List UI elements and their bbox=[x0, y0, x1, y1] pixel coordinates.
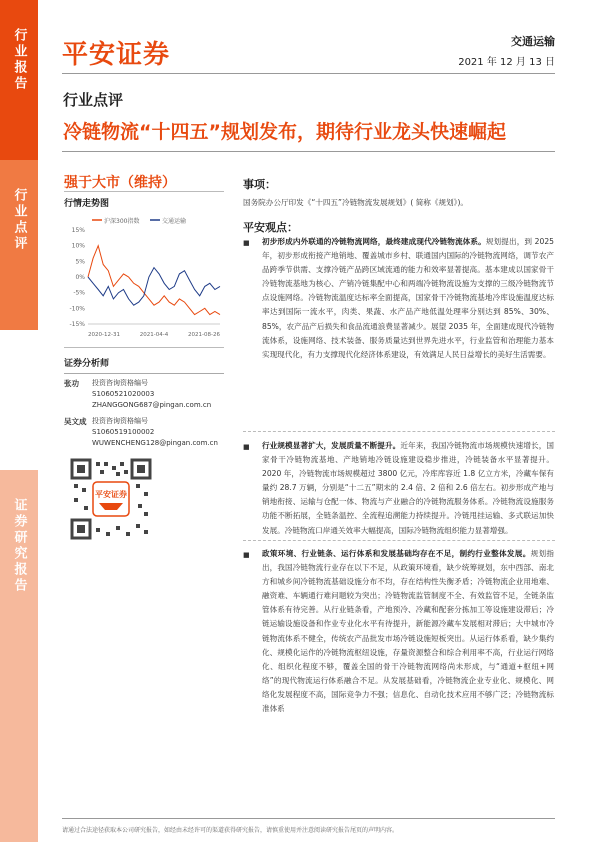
main-content bbox=[243, 176, 555, 235]
analyst-email[interactable]: WUWENCHENG128@pingan.com.cn bbox=[92, 439, 218, 447]
view-paragraph-1-lead: 初步形成内外联通的冷链物流网络，最终建成现代冷链物流体系。 bbox=[262, 237, 486, 246]
event-heading: 事项： bbox=[243, 178, 276, 191]
event-text: 国务院办公厅印发《“十四五”冷链物流发展规划》( 简称《规划》)。 bbox=[243, 198, 469, 207]
bullet-icon: ■ bbox=[243, 443, 250, 451]
analyst-divider bbox=[64, 373, 224, 374]
trend-chart-svg bbox=[64, 214, 224, 344]
analyst-cert-number: S1060519100002 bbox=[92, 428, 155, 436]
view-paragraph-2 bbox=[262, 439, 554, 538]
rating-divider bbox=[64, 191, 224, 192]
y-tick-label: 10% bbox=[71, 242, 85, 250]
analyst-cert-label: 投资咨询资格编号 bbox=[92, 379, 148, 387]
analyst-label: 证券分析师 bbox=[64, 359, 110, 369]
paragraph-divider bbox=[243, 540, 555, 541]
header-divider bbox=[62, 73, 555, 74]
paragraph-divider bbox=[243, 431, 555, 432]
analyst-cert-label: 投资咨询资格编号 bbox=[92, 417, 148, 425]
rating-label: 强于大市（维持） bbox=[64, 175, 176, 191]
footer-divider bbox=[62, 818, 555, 819]
analyst-entry bbox=[64, 378, 224, 411]
view-paragraph-3-lead: 政策环境、行业链条、运行体系和发展基础均存在不足，制约行业整体发展。 bbox=[262, 549, 531, 558]
y-tick-label: -10% bbox=[69, 305, 85, 313]
view-heading: 平安观点： bbox=[243, 221, 298, 235]
side-banner bbox=[0, 0, 38, 842]
y-tick-label: 0% bbox=[75, 274, 85, 281]
report-title: 冷链物流“十四五”规划发布，期待行业龙头快速崛起 bbox=[63, 121, 506, 143]
report-type: 行业点评 bbox=[63, 91, 124, 109]
side-tab-securities-research: 证券研究报告 bbox=[0, 470, 38, 842]
bullet-icon: ■ bbox=[243, 239, 250, 247]
y-tick-label: 5% bbox=[75, 258, 85, 266]
series-line bbox=[88, 268, 220, 306]
side-tab-industry-report: 行业报告 bbox=[0, 0, 38, 160]
view-paragraph-2-text: 近年来，我国冷链物流市场规模快速增长，国家骨干冷链物流基地、产地销地冷链设施建设稳步推进，冷链装备水平显著提升。2020 年，冷链物流市场规模超过 3800 亿元，冷库库容近 1.8 亿立方米，冷藏车保有量约 28.7 万辆，分别是“十二五”期末的 2.4 倍、2 倍和 2.6 倍左右。初步形成产地与销地衔接、运输与仓配一体、物流与产业融合的冷链物流服务体系。冷链物流设施服务功能不断拓展，全链条温控、全流程追溯能力持续提升。冷链甩挂运输、多式联运加快发展。冷链物流口岸通关效率大幅提高，国际冷链物流组织能力显著增强。 bbox=[262, 441, 554, 535]
x-tick-label: 2021-08-26 bbox=[188, 332, 220, 338]
industry-label: 交通运输 bbox=[511, 35, 555, 48]
series-line bbox=[88, 246, 220, 315]
legend-label: 沪深300指数 bbox=[104, 218, 140, 225]
analyst-entry bbox=[64, 416, 224, 449]
view-paragraph-3 bbox=[262, 547, 554, 716]
view-paragraph-1 bbox=[262, 235, 554, 362]
legend-label: 交通运输 bbox=[162, 218, 187, 225]
view-paragraph-3-text: 规划指出，我国冷链物流行业存在以下不足，从政策环境看，缺少统筹规划，东中西部、南北方和城乡间冷链物流基础设施分布不均，存在结构性失衡矛盾；冷链物流企业用地难、融资难、车辆通行难问题较为突出；冷链物流监管制度不全、有效监管不足，全链条监管体系有待完善。从行业链条看，产地预冷、冷藏和配套分拣加工等设施建设滞后；冷链运输设施设备和作业专业化水平有待提升，新能源冷藏车发展相对滞后；大中城市冷链物流体系不健全，传统农产品批发市场冷链设施短板突出。从运行体系看，缺少集约化、规模化运作的冷链物流枢纽设施，存量资源整合和综合利用率不高，行业运行网络化、组织化程度不够，覆盖全国的骨干冷链物流网络尚未形成，与“通道+枢纽+网络”的现代物流运行体系融合不足。从发展基础看，冷链物流企业专业化、规模化、网络化发展程度不高，国际竞争力不强；信息化、自动化技术应用不够广泛；冷链物流标准体系 bbox=[262, 549, 555, 714]
x-tick-label: 2021-04-4 bbox=[139, 332, 169, 338]
y-tick-label: -5% bbox=[73, 289, 85, 297]
view-paragraph-2-lead: 行业规模显著扩大，发展质量不断提升。 bbox=[262, 441, 401, 450]
chart-divider bbox=[64, 347, 224, 348]
y-tick-label: -15% bbox=[69, 321, 85, 328]
report-date: 2021 年 12 月 13 日 bbox=[458, 57, 555, 68]
trend-chart bbox=[64, 196, 224, 346]
analyst-cert-number: S1060521020003 bbox=[92, 390, 155, 398]
trend-chart-label: 行情走势图 bbox=[64, 199, 110, 209]
analyst-email[interactable]: ZHANGGONG687@pingan.com.cn bbox=[92, 401, 212, 409]
brand-logo: 平安证券 bbox=[62, 40, 171, 70]
x-tick-label: 2020-12-31 bbox=[88, 332, 120, 338]
analyst-section bbox=[64, 356, 224, 449]
footer-disclaimer: 请通过合法途径获取本公司研究报告，如经由未经许可的渠道获得研究报告，请慎重使用并注意阅读研究报告尾页的声明内容。 bbox=[62, 827, 399, 834]
title-divider bbox=[62, 151, 555, 152]
analyst-name: 吴文成 bbox=[64, 417, 87, 426]
y-tick-label: 15% bbox=[71, 227, 85, 234]
analyst-name: 张功 bbox=[64, 379, 79, 388]
qr-code bbox=[70, 458, 152, 540]
qr-brand-text: 平安证券 bbox=[95, 490, 127, 499]
bullet-icon: ■ bbox=[243, 551, 250, 559]
side-spacer bbox=[0, 330, 38, 470]
view-paragraph-1-text: 规划提出，到 2025 年，初步形成衔接产地销地、覆盖城市乡村、联通国内国际的冷链物流网络，调节农产品跨季节供需、支撑冷链产品跨区域流通的能力和效率显著提高。基本建成以国家骨干冷链物流基地为核心、产销冷链集配中心和两端冷链物流设施为支撑的三级冷链物流节点设施网络。冷链物流温度达标率全面提高，国家骨干冷链物流基地冷库设施温度达标率达到国际一流水平，肉类、果蔬、水产品产地低温处理率分别达到 85%、30%、85%，农产品产后损失和食品流通浪费显著减少。展望 2035 年，全面建成现代冷链物流体系，设施网络、技术装备、服务质量达到世界先进水平，行业监管和治理能力基本实现现代化，有力支撑现代化经济体系建设，有效满足人民日益增长的美好生活需要。 bbox=[262, 237, 554, 359]
side-tab-industry-comment: 行业点评 bbox=[0, 160, 38, 330]
